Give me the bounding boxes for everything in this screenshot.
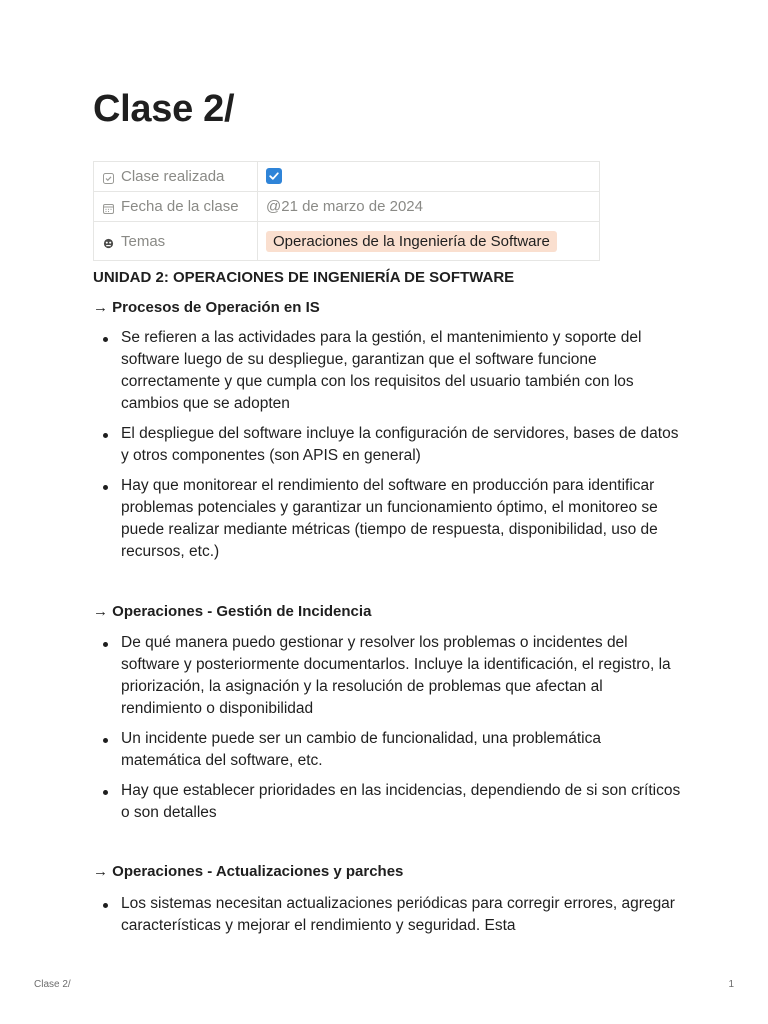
tag-icon	[103, 236, 114, 247]
property-value	[258, 222, 600, 261]
checked-checkbox-icon[interactable]	[266, 168, 282, 184]
unit-heading: UNIDAD 2: OPERACIONES DE INGENIERÍA DE SOFTWARE	[93, 269, 515, 286]
section-heading-actualizaciones: → Operaciones - Actualizaciones y parches	[93, 863, 404, 880]
page-title: Clase 2/	[93, 88, 235, 130]
property-label-fecha: Fecha de la clase	[121, 198, 239, 215]
property-label-temas: Temas	[121, 232, 166, 250]
bullet-list-procesos	[93, 327, 683, 571]
property-row-clase-realizada	[94, 162, 600, 192]
list-item: Se refieren a las actividades para la gestión, el mantenimiento y soporte del software luego de su despliegue, garantizan que el software funcione correctamente y que cumpla con los requisitos del usuario también con los cambios que se adopten	[93, 327, 683, 415]
property-row-fecha	[94, 192, 600, 222]
property-key	[94, 162, 258, 192]
property-value	[258, 162, 600, 192]
bullet-list-incidencia	[93, 632, 683, 832]
calendar-icon	[103, 201, 114, 212]
list-item: De qué manera puedo gestionar y resolver los problemas o incidentes del software y posteriormente documentarlos. Incluye la identificación, el registro, la priorización, la asignación y la resolución de problemas que afectan al rendimiento o disponibilidad	[93, 632, 683, 720]
property-row-temas	[94, 222, 600, 261]
list-item: Los sistemas necesitan actualizaciones periódicas para corregir errores, agregar características y mejorar el rendimiento y seguridad. Esta	[93, 893, 683, 937]
property-label-clase-realizada: Clase realizada	[121, 168, 225, 185]
list-item: El despliegue del software incluye la configuración de servidores, bases de datos y otros componentes (son APIS en general)	[93, 423, 683, 467]
list-item: Hay que monitorear el rendimiento del software en producción para identificar problemas potenciales y garantizar un funcionamiento óptimo, el monitoreo se puede realizar mediante métricas (tiempo de respuesta, disponibilidad, uso de recursos, etc.)	[93, 475, 683, 563]
checkbox-property-icon	[103, 171, 114, 182]
section-heading-incidencia: → Operaciones - Gestión de Incidencia	[93, 603, 372, 620]
property-key	[94, 192, 258, 222]
footer-page-title: Clase 2/	[34, 979, 71, 990]
property-key	[94, 222, 258, 261]
footer-page-number: 1	[728, 979, 734, 990]
list-item: Hay que establecer prioridades en las incidencias, dependiendo de si son críticos o son detalles	[93, 780, 683, 824]
list-item: Un incidente puede ser un cambio de funcionalidad, una problemática matemática del software, etc.	[93, 728, 683, 772]
topic-tag[interactable]: Operaciones de la Ingeniería de Software	[266, 231, 557, 252]
properties-table	[93, 161, 600, 261]
section-heading-procesos: → Procesos de Operación en IS	[93, 299, 320, 316]
property-value-fecha[interactable]: @21 de marzo de 2024	[258, 192, 600, 222]
bullet-list-actualizaciones	[93, 893, 683, 945]
